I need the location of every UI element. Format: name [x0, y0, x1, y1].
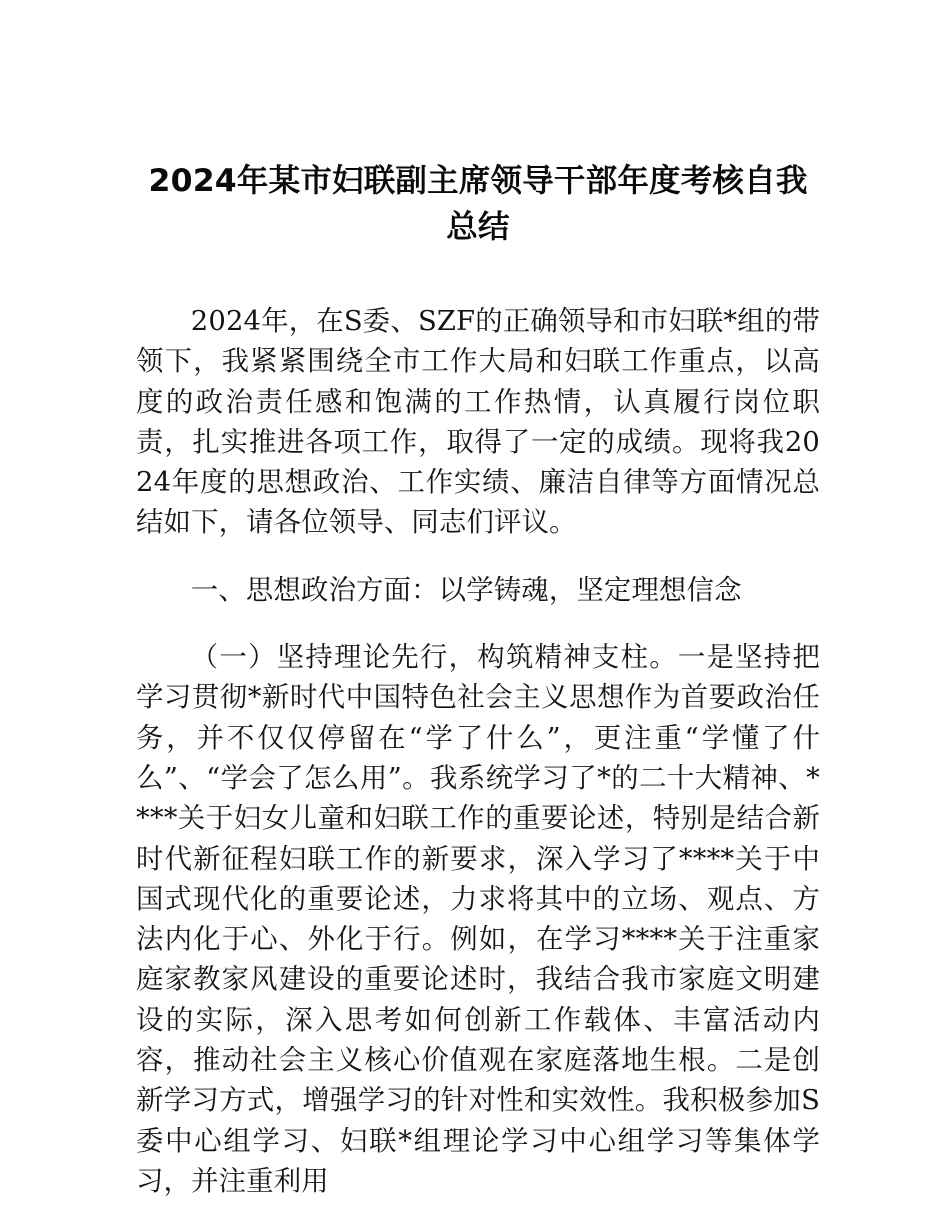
page-title-line-2: 总结 — [446, 209, 510, 245]
document-content — [136, 0, 820, 1202]
section-heading-1: 一、思想政治方面：以学铸魂，坚定理想信念 — [190, 574, 742, 606]
document-body — [136, 302, 820, 1202]
page-title-line-1: 2024年某市妇联副主席领导干部年度考核自我 — [148, 163, 808, 199]
intro-paragraph: 2024年，在S委、SZF的正确领导和市妇联*组的带领下，我紧紧围绕全市工作大局和妇联工作重点，以高度的政治责任感和饱满的工作热情，认真履行岗位职责，扎实推进各项工作，取得了一定的成绩。现将我2024年度的思想政治、工作实绩、廉洁自律等方面情况总结如下，请各位领导、同志们评议。 — [136, 306, 820, 539]
page-title — [136, 0, 820, 250]
subsection-1-1-paragraph: （一）坚持理论先行，构筑精神支柱。一是坚持把学习贯彻*新时代中国特色社会主义思想作为首要政治任务，并不仅仅停留在“学了什么”，更注重“学懂了什么”、“学会了怎么用”。我系统学习了*的二十大精神、****关于妇女儿童和妇联工作的重要论述，特别是结合新时代新征程妇联工作的新要求，深入学习了****关于中国式现代化的重要论述，力求将其中的立场、观点、方法内化于心、外化于行。例如，在学习****关于注重家庭家教家风建设的重要论述时，我结合我市家庭文明建设的实际，深入思考如何创新工作载体、丰富活动内容，推动社会主义核心价值观在家庭落地生根。二是创新学习方式，增强学习的针对性和实效性。我积极参加S委中心组学习、妇联*组理论学习中心组学习等集体学习，并注重利用 — [136, 642, 820, 1197]
